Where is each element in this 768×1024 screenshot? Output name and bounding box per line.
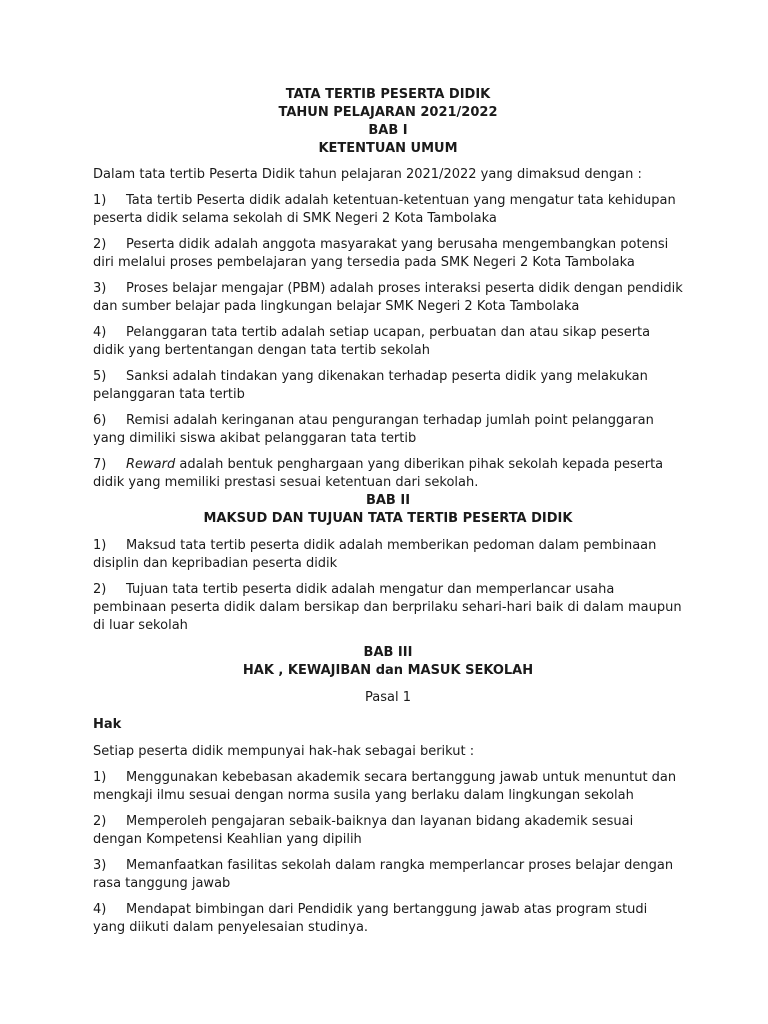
bab1-heading: BAB I: [368, 123, 408, 138]
item-number: 2): [93, 237, 107, 252]
item-text: Tata tertib Peserta didik adalah ketentuan-ketentuan yang mengatur tata kehidupan peserta didik selama sekolah di SMK Negeri 2 Kota Tambolaka: [93, 193, 676, 226]
section-subheading: Hak: [93, 717, 122, 732]
bab2-title: MAKSUD DAN TUJUAN TATA TERTIB PESERTA DIDIK: [203, 511, 573, 526]
item-text: Pelanggaran tata tertib adalah setiap ucapan, perbuatan dan atau sikap peserta didik yang bertentangan dengan tata tertib sekolah: [93, 325, 651, 358]
list-item: [93, 456, 683, 492]
item-text: Menggunakan kebebasan akademik secara bertanggung jawab untuk menuntut dan mengkaji ilmu sesuai dengan norma susila yang berlaku dalam lingkungan sekolah: [93, 770, 677, 803]
item-text: adalah bentuk penghargaan yang diberikan pihak sekolah kepada peserta didik yang memiliki prestasi sesuai ketentuan dari sekolah.: [93, 457, 664, 490]
item-text: Remisi adalah keringanan atau pengurangan terhadap jumlah point pelanggaran yang dimiliki siswa akibat pelanggaran tata tertib: [93, 413, 654, 446]
item-text: Peserta didik adalah anggota masyarakat yang berusaha mengembangkan potensi diri melalui proses pembelajaran yang tersedia pada SMK Negeri 2 Kota Tambolaka: [93, 237, 669, 270]
item-text: Proses belajar mengajar (PBM) adalah proses interaksi peserta didik dengan pendidik dan sumber belajar pada lingkungan belajar SMK Negeri 2 Kota Tambolaka: [93, 281, 683, 314]
list-item: [93, 368, 683, 404]
item-number: 3): [93, 281, 107, 296]
item-number: 1): [93, 193, 107, 208]
item-text: Sanksi adalah tindakan yang dikenakan terhadap peserta didik yang melakukan pelanggaran tata tertib: [93, 369, 648, 402]
list-item: [93, 581, 683, 635]
item-text: Mendapat bimbingan dari Pendidik yang bertanggung jawab atas program studi yang diikuti dalam penyelesaian studinya.: [93, 902, 648, 935]
item-number: 1): [93, 538, 107, 553]
list-item: [93, 901, 683, 937]
doc-title: TATA TERTIB PESERTA DIDIK: [285, 87, 491, 102]
item-text: Memperoleh pengajaran sebaik-baiknya dan layanan bidang akademik sesuai dengan Kompetensi Keahlian yang dipilih: [93, 814, 634, 847]
list-item: [93, 537, 683, 573]
item-number: 1): [93, 770, 107, 785]
document-content: [93, 86, 683, 937]
bab3-intro: Setiap peserta didik mempunyai hak-hak sebagai berikut :: [93, 744, 475, 759]
item-text: Memanfaatkan fasilitas sekolah dalam rangka memperlancar proses belajar dengan rasa tanggung jawab: [93, 858, 674, 891]
list-item: [93, 192, 683, 228]
item-number: 4): [93, 325, 107, 340]
doc-subtitle: TAHUN PELAJARAN 2021/2022: [278, 105, 498, 120]
item-text: Maksud tata tertib peserta didik adalah memberikan pedoman dalam pembinaan disiplin dan kepribadian peserta didik: [93, 538, 657, 571]
bab1-intro: Dalam tata tertib Peserta Didik tahun pelajaran 2021/2022 yang dimaksud dengan :: [93, 167, 642, 182]
item-number: 3): [93, 858, 107, 873]
bab2-heading: BAB II: [365, 493, 411, 508]
item-italic-term: Reward: [126, 457, 176, 472]
list-item: [93, 412, 683, 448]
item-number: 2): [93, 582, 107, 597]
list-item: [93, 280, 683, 316]
item-text: Tujuan tata tertib peserta didik adalah mengatur dan memperlancar usaha pembinaan peserta didik dalam bersikap dan berprilaku sehari-hari baik di dalam maupun di luar sekolah: [93, 582, 682, 633]
bab3-title: HAK , KEWAJIBAN dan MASUK SEKOLAH: [242, 663, 534, 678]
pasal-label: Pasal 1: [365, 690, 411, 705]
list-item: [93, 769, 683, 805]
item-number: 2): [93, 814, 107, 829]
item-number: 7): [93, 457, 107, 472]
item-number: 6): [93, 413, 107, 428]
bab1-title: KETENTUAN UMUM: [318, 141, 458, 156]
list-item: [93, 857, 683, 893]
bab3-heading: BAB III: [363, 645, 413, 660]
list-item: [93, 236, 683, 272]
item-number: 5): [93, 369, 107, 384]
list-item: [93, 324, 683, 360]
list-item: [93, 813, 683, 849]
item-number: 4): [93, 902, 107, 917]
